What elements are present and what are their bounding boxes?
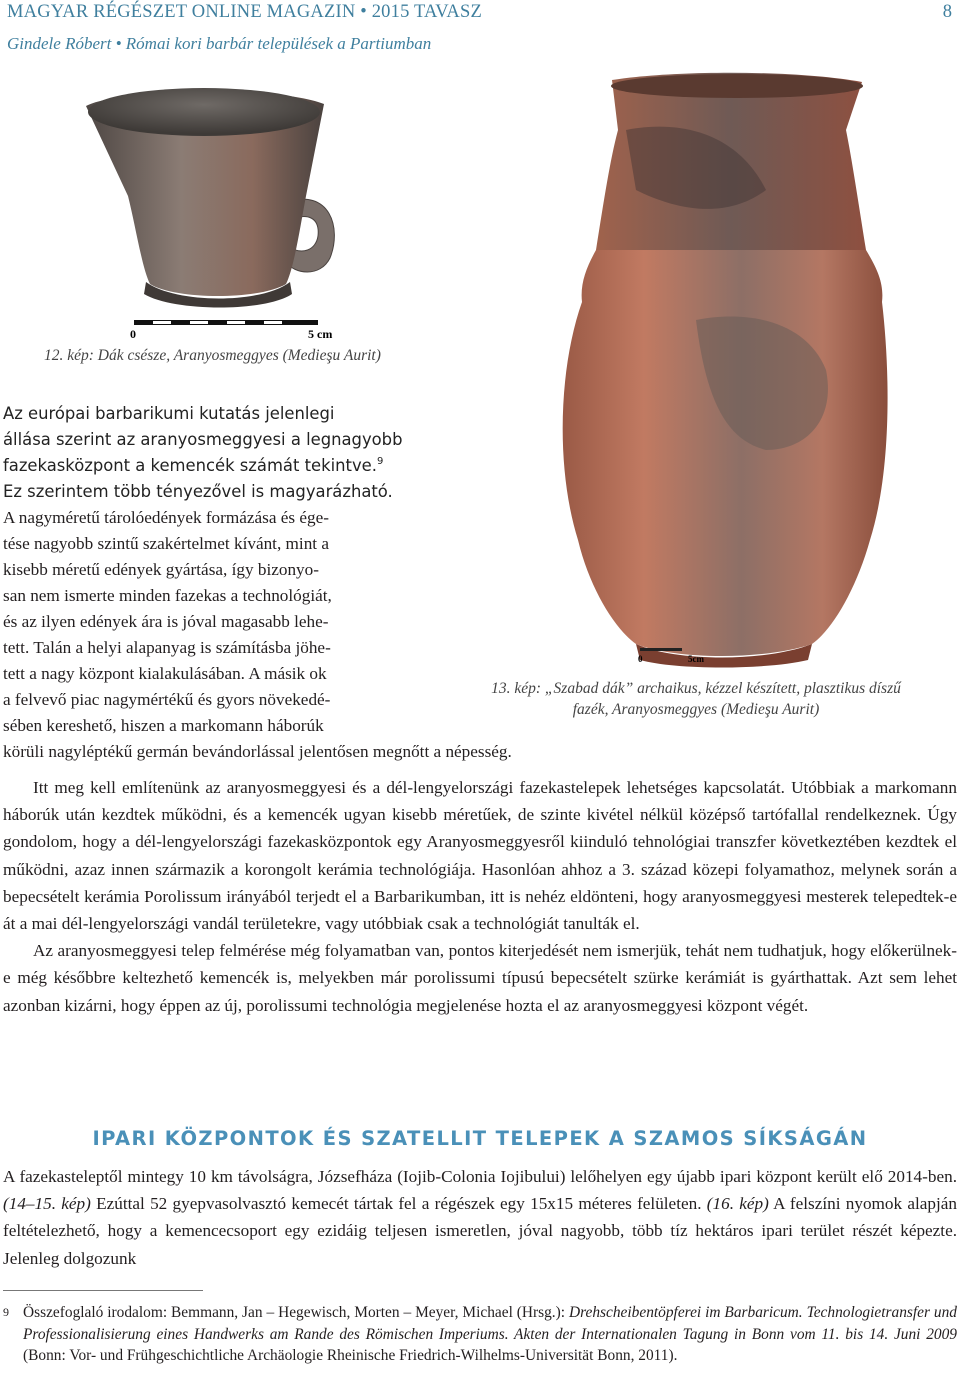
cup-photo	[80, 78, 380, 340]
column-line: a felvevő piac nagymértékű és gyors növekedé-	[3, 690, 331, 709]
paragraph-text: Ezúttal 52 gyepvasolvasztó kemecét tártak fel a régészek egy 15x15 méteres felületen.	[96, 1194, 702, 1214]
footnote-reference[interactable]: 9	[376, 456, 384, 467]
section-paragraph	[3, 1163, 957, 1272]
footnote-body	[23, 1302, 957, 1367]
column-line: kisebb méretű edények gyártása, így bizonyo-	[3, 560, 319, 579]
column-line: Az európai barbarikumi kutatás jelenlegi	[3, 404, 335, 423]
column-line: körüli nagyléptékű germán bevándorlással jelentősen megnőtt a népesség.	[3, 742, 512, 761]
scale-end-label: 5cm	[688, 654, 704, 664]
footnote-number: 9	[3, 1305, 9, 1319]
column-line: állása szerint az aranyosmeggyesi a legnagyobb	[3, 430, 403, 449]
scale-end-label: 5 cm	[308, 327, 333, 340]
column-line: sében kereshető, hiszen a markomann háborúk	[3, 716, 324, 735]
body-paragraphs	[3, 774, 957, 1019]
footnote-text: Összefoglaló irodalom: Bemmann, Jan – Hegewisch, Morten – Meyer, Michael (Hrsg.):	[23, 1304, 566, 1321]
scale-start-label: 0	[638, 654, 643, 664]
footnote	[3, 1302, 957, 1367]
column-line: és az ilyen edények ára is jóval magasabb lehe-	[3, 612, 329, 631]
figure-12-caption: 12. kép: Dák csésze, Aranyosmeggyes (Medieşu Aurit)	[44, 347, 381, 364]
figure-reference[interactable]: (14–15. kép)	[3, 1194, 91, 1214]
column-line: san nem ismerte minden fazekas a technológiát,	[3, 586, 332, 605]
column-line: tése nagyobb szintű szakértelmet kívánt, mint a	[3, 534, 329, 553]
paragraph: Itt meg kell említenünk az aranyosmeggyesi és a dél-lengyelországi fazekastelepek lehetséges kapcsolatát. Utóbbiak a markomann háborúk után kezdtek működni, és a kemencék ugyan kisebb méretűek, de szinte kivétel nélkül középső tartófallal rendelkeznek. Úgy gondolom, hogy a dél-lengyelországi fazekasközpontok egy Aranyosmeggyesről kiinduló tehnológiai transzfer következtében kezdtek el működni, azaz innen származik a korongolt kerámia technológiája. Hasonlóan ahhoz a 3. század közepi folyamathoz, melynek során a bepecsételt kerámia Porolissum irányából terjedt el a Barbarikumban, itt is nehéz eldönteni, hogy aranyosmeggyesi mesterek telepedtek-e át a mai dél-lengyelországi vandál területekre, vagy utóbbiak csak a technológiát tanulták el.	[3, 778, 957, 934]
column-line: A nagyméretű tárolóedények formázása és ége-	[3, 508, 329, 527]
page-number: 8	[942, 2, 952, 22]
jar-photo	[506, 70, 946, 670]
figure-13-caption-line2: fazék, Aranyosmeggyes (Medieşu Aurit)	[572, 701, 820, 718]
article-subtitle: Gindele Róbert • Római kori barbár települések a Partiumban	[7, 34, 432, 53]
figure-reference[interactable]: (16. kép)	[706, 1194, 769, 1214]
column-line: Ez szerintem több tényezővel is magyarázható.	[3, 482, 393, 501]
figure-13-caption-line1: 13. kép: „Szabad dák” archaikus, kézzel készített, plasztikus díszű	[491, 680, 901, 697]
scale-start-label: 0	[130, 327, 136, 340]
footnote-divider	[3, 1290, 203, 1291]
column-line	[3, 454, 383, 478]
paragraph: Az aranyosmeggyesi telep felmérése még folyamatban van, pontos kiterjedését nem ismerjük, tehát nem tudhatjuk, hogy előkerülnek-e még későbbre keltezhető kemencék is, melyekben már porolissumi típusú bepecsételt szürke kerámiát is gyárthattak. Azt sem lehet azonban kizárni, hogy éppen az új, porolissumi technológia megjelenése hozta el az aranyosmeggyesi központ végét.	[3, 941, 957, 1015]
footnote-italic-title: Drehscheibentöpferei im Barbaricum. Technologietransfer und Professionalisierung eines Handwerks am Rande des Römischen Imperiums. Akten der Internationalen Tagung in Bonn vom 11. bis 14. Juni 2009	[23, 1304, 957, 1343]
paragraph-text: A felszíni nyomok alapján feltételezhető, hogy a kemencecsoport egy ezidáig teljesen ismeretlen, jóval nagyobb, több tíz hektáros ipari terület részét képezte. Jelenleg dolgozunk	[3, 1194, 958, 1268]
scale-bar	[130, 320, 332, 340]
section-heading: IPARI KÖZPONTOK ÉS SZATELLIT TELEPEK A SZAMOS SÍKSÁGÁN	[92, 1127, 868, 1150]
paragraph-text: A fazekasteleptől mintegy 10 km távolságra, Józsefháza (Iojib-Colonia Iojibului) lelőhelyen egy újabb ipari központ került elő 2014-ben.	[3, 1167, 957, 1186]
footnote-text: (Bonn: Vor- und Frühgeschichtliche Archäologie Rheinische Friedrich-Wilhelms-Universität Bonn, 2011).	[23, 1347, 678, 1365]
paragraph	[3, 1163, 957, 1272]
column-line: tett. Talán a helyi alapanyag is számításba jöhe-	[3, 638, 331, 657]
column-line-text: fazekasközpont a kemencék számát tekintve.	[3, 456, 377, 475]
figure-13-caption	[440, 678, 952, 720]
column-line: tett a nagy központ kialakulásában. A másik ok	[3, 664, 327, 683]
magazine-title: MAGYAR RÉGÉSZET ONLINE MAGAZIN • 2015 TAVASZ	[7, 2, 482, 22]
